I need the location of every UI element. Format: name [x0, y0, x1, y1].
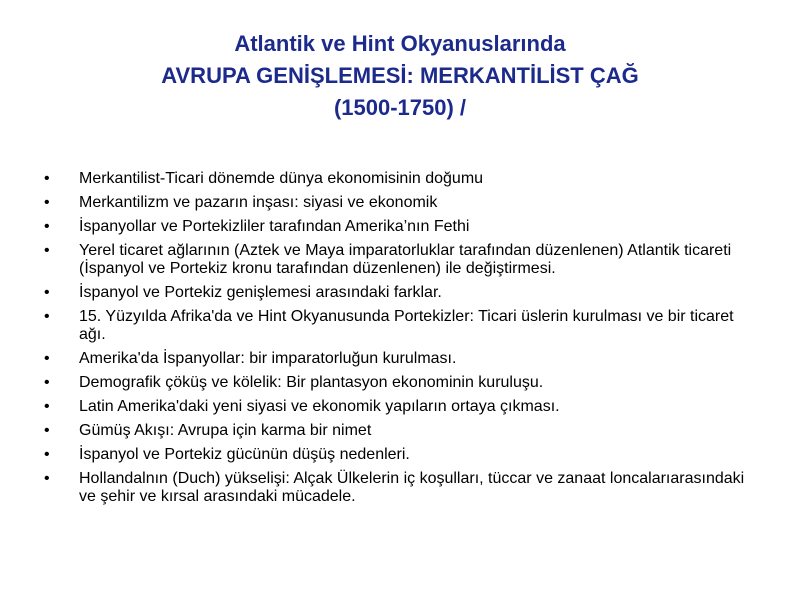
list-item: [44, 170, 764, 188]
list-item-text: Amerika'da İspanyollar: bir imparatorluğun kurulması.: [79, 350, 457, 367]
list-item-text: İspanyol ve Portekiz gücünün düşüş nedenleri.: [79, 446, 410, 463]
list-item: [44, 350, 764, 368]
list-item-text: Merkantilist-Ticari dönemde dünya ekonomisinin doğumu: [79, 170, 484, 187]
bullet-icon: •: [44, 374, 50, 391]
list-item-text: Gümüş Akışı: Avrupa için karma bir nimet: [79, 422, 372, 439]
bullet-icon: •: [44, 242, 50, 259]
list-item: [44, 422, 764, 440]
title-line-1: Atlantik ve Hint Okyanuslarında: [234, 31, 566, 56]
list-item: [44, 242, 764, 278]
list-item-text: Latin Amerika'daki yeni siyasi ve ekonomik yapıların ortaya çıkması.: [79, 398, 560, 415]
bullet-icon: •: [44, 398, 50, 415]
list-item-text: İspanyol ve Portekiz genişlemesi arasındaki farklar.: [79, 284, 442, 301]
bullet-list: [44, 170, 764, 512]
bullet-icon: •: [44, 470, 50, 487]
title-line-3: (1500-1750) /: [333, 95, 467, 120]
bullet-icon: •: [44, 194, 50, 211]
list-item: [44, 374, 764, 392]
bullet-icon: •: [44, 170, 50, 187]
bullet-icon: •: [44, 284, 50, 301]
list-item-text: 15. Yüzyılda Afrika'da ve Hint Okyanusunda Portekizler: Ticari üslerin kurulması ve bir ticaret ağı.: [79, 308, 734, 343]
list-item-text: Merkantilizm ve pazarın inşası: siyasi ve ekonomik: [79, 194, 438, 211]
list-item-text: Yerel ticaret ağlarının (Aztek ve Maya imparatorluklar tarafından düzenlenen) Atlantik ticareti (İspanyol ve Portekiz kronu tarafından düzenlenen) ile değiştirmesi.: [79, 242, 732, 277]
list-item: [44, 398, 764, 416]
list-item: [44, 194, 764, 212]
bullet-icon: •: [44, 350, 50, 367]
slide-title: [0, 28, 800, 124]
list-item-text: Demografik çöküş ve kölelik: Bir plantasyon ekonominin kuruluşu.: [79, 374, 544, 391]
list-item: [44, 218, 764, 236]
bullet-icon: •: [44, 218, 50, 235]
bullet-icon: •: [44, 446, 50, 463]
title-line-2: AVRUPA GENİŞLEMESİ: MERKANTİLİST ÇAĞ: [161, 63, 639, 88]
list-item: [44, 470, 764, 506]
list-item: [44, 308, 764, 344]
bullet-icon: •: [44, 422, 50, 439]
list-item-text: İspanyollar ve Portekizliler tarafından Amerika’nın Fethi: [79, 218, 470, 235]
bullet-icon: •: [44, 308, 50, 325]
list-item: [44, 284, 764, 302]
list-item: [44, 446, 764, 464]
list-item-text: Hollandalnın (Duch) yükselişi: Alçak Ülkelerin iç koşulları, tüccar ve zanaat loncalarıarasındaki ve şehir ve kırsal arasındaki mücadele.: [79, 470, 745, 505]
